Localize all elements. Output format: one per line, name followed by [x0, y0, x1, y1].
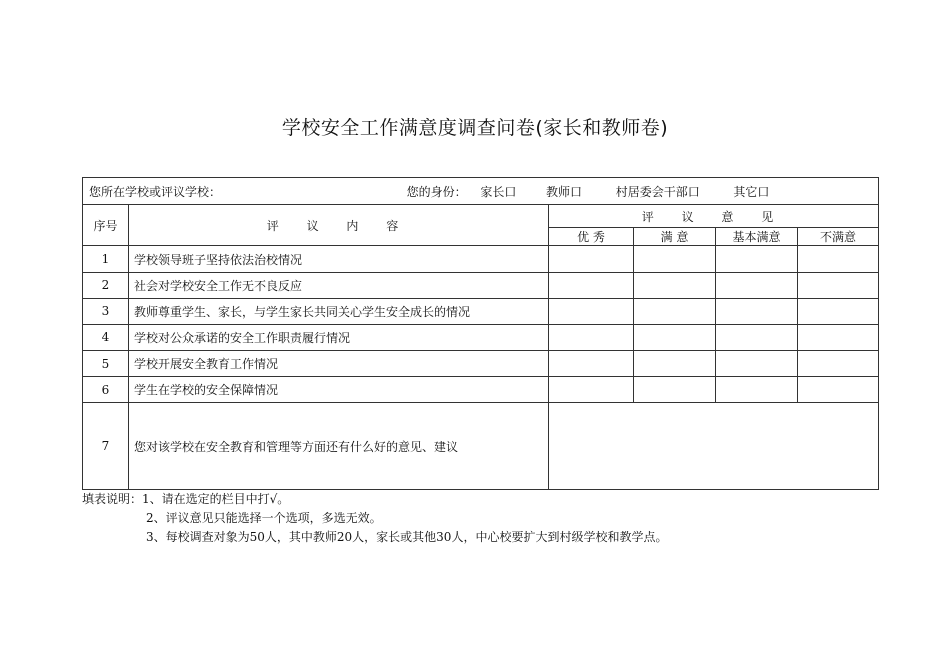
table-row [83, 246, 879, 272]
row-content: 学校开展安全教育工作情况 [129, 351, 549, 377]
row-content: 社会对学校安全工作无不良反应 [129, 272, 549, 298]
table-row [83, 377, 879, 403]
rating-cell-basic[interactable] [716, 351, 798, 377]
header-opinion: 评 议 意 见 [549, 205, 879, 228]
row-number: 7 [83, 403, 129, 490]
rating-cell-unsatisfied[interactable] [798, 272, 879, 298]
identity-option-village-cadre[interactable]: 村居委会干部口 [615, 184, 700, 199]
survey-table [82, 177, 879, 490]
rating-cell-basic[interactable] [716, 377, 798, 403]
school-label: 您所在学校或评议学校： [89, 184, 222, 199]
row-number: 4 [83, 324, 129, 350]
rating-cell-basic[interactable] [716, 298, 798, 324]
row-content: 学校对公众承诺的安全工作职责履行情况 [129, 324, 549, 350]
rating-cell-basic[interactable] [716, 246, 798, 272]
header-index: 序号 [83, 205, 129, 246]
rating-cell-unsatisfied[interactable] [798, 298, 879, 324]
rating-cell-excellent[interactable] [549, 246, 634, 272]
header-rating-unsatisfied: 不满意 [798, 228, 879, 246]
info-cell [83, 178, 879, 205]
rating-cell-satisfied[interactable] [634, 272, 716, 298]
suggestion-cell[interactable] [549, 403, 879, 490]
row-content: 您对该学校在安全教育和管理等方面还有什么好的意见、建议 [129, 403, 549, 490]
row-number: 6 [83, 377, 129, 403]
instruction-item: 2、评议意见只能选择一个选项，多选无效。 [146, 511, 382, 525]
row-number: 5 [83, 351, 129, 377]
instructions-label: 填表说明： [82, 492, 143, 506]
rating-cell-basic[interactable] [716, 324, 798, 350]
identity-option-teacher[interactable]: 教师口 [546, 184, 583, 199]
rating-cell-excellent[interactable] [549, 324, 634, 350]
rating-cell-basic[interactable] [716, 272, 798, 298]
instruction-item: 1、请在选定的栏目中打√。 [142, 492, 290, 506]
rating-cell-unsatisfied[interactable] [798, 351, 879, 377]
rating-cell-satisfied[interactable] [634, 298, 716, 324]
instruction-item: 3、每校调查对象为50人，其中教师20人，家长或其他30人，中心校要扩大到村级学校和教学点。 [146, 530, 668, 544]
fill-instructions [82, 490, 667, 547]
identity-option-parent[interactable]: 家长口 [480, 184, 517, 199]
rating-cell-excellent[interactable] [549, 351, 634, 377]
header-content: 评 议 内 容 [129, 205, 549, 246]
rating-cell-excellent[interactable] [549, 377, 634, 403]
row-content: 学校领导班子坚持依法治校情况 [129, 246, 549, 272]
rating-cell-unsatisfied[interactable] [798, 324, 879, 350]
rating-cell-satisfied[interactable] [634, 324, 716, 350]
identity-option-other[interactable]: 其它口 [733, 184, 770, 199]
row-number: 2 [83, 272, 129, 298]
row-content: 学生在学校的安全保障情况 [129, 377, 549, 403]
row-content: 教师尊重学生、家长，与学生家长共同关心学生安全成长的情况 [129, 298, 549, 324]
row-number: 3 [83, 298, 129, 324]
table-row [83, 272, 879, 298]
table-row [83, 351, 879, 377]
header-rating-satisfied: 满 意 [634, 228, 716, 246]
info-row [83, 178, 879, 205]
table-row [83, 324, 879, 350]
rating-cell-excellent[interactable] [549, 272, 634, 298]
rating-cell-satisfied[interactable] [634, 351, 716, 377]
rating-cell-satisfied[interactable] [634, 377, 716, 403]
table-row [83, 403, 879, 490]
table-row [83, 298, 879, 324]
rating-cell-unsatisfied[interactable] [798, 246, 879, 272]
header-rating-excellent: 优 秀 [549, 228, 634, 246]
page-title: 学校安全工作满意度调查问卷(家长和教师卷) [281, 117, 669, 139]
rating-cell-satisfied[interactable] [634, 246, 716, 272]
header-rating-basic: 基本满意 [716, 228, 798, 246]
row-number: 1 [83, 246, 129, 272]
identity-label: 您的身份： [406, 184, 467, 199]
rating-cell-unsatisfied[interactable] [798, 377, 879, 403]
rating-cell-excellent[interactable] [549, 298, 634, 324]
